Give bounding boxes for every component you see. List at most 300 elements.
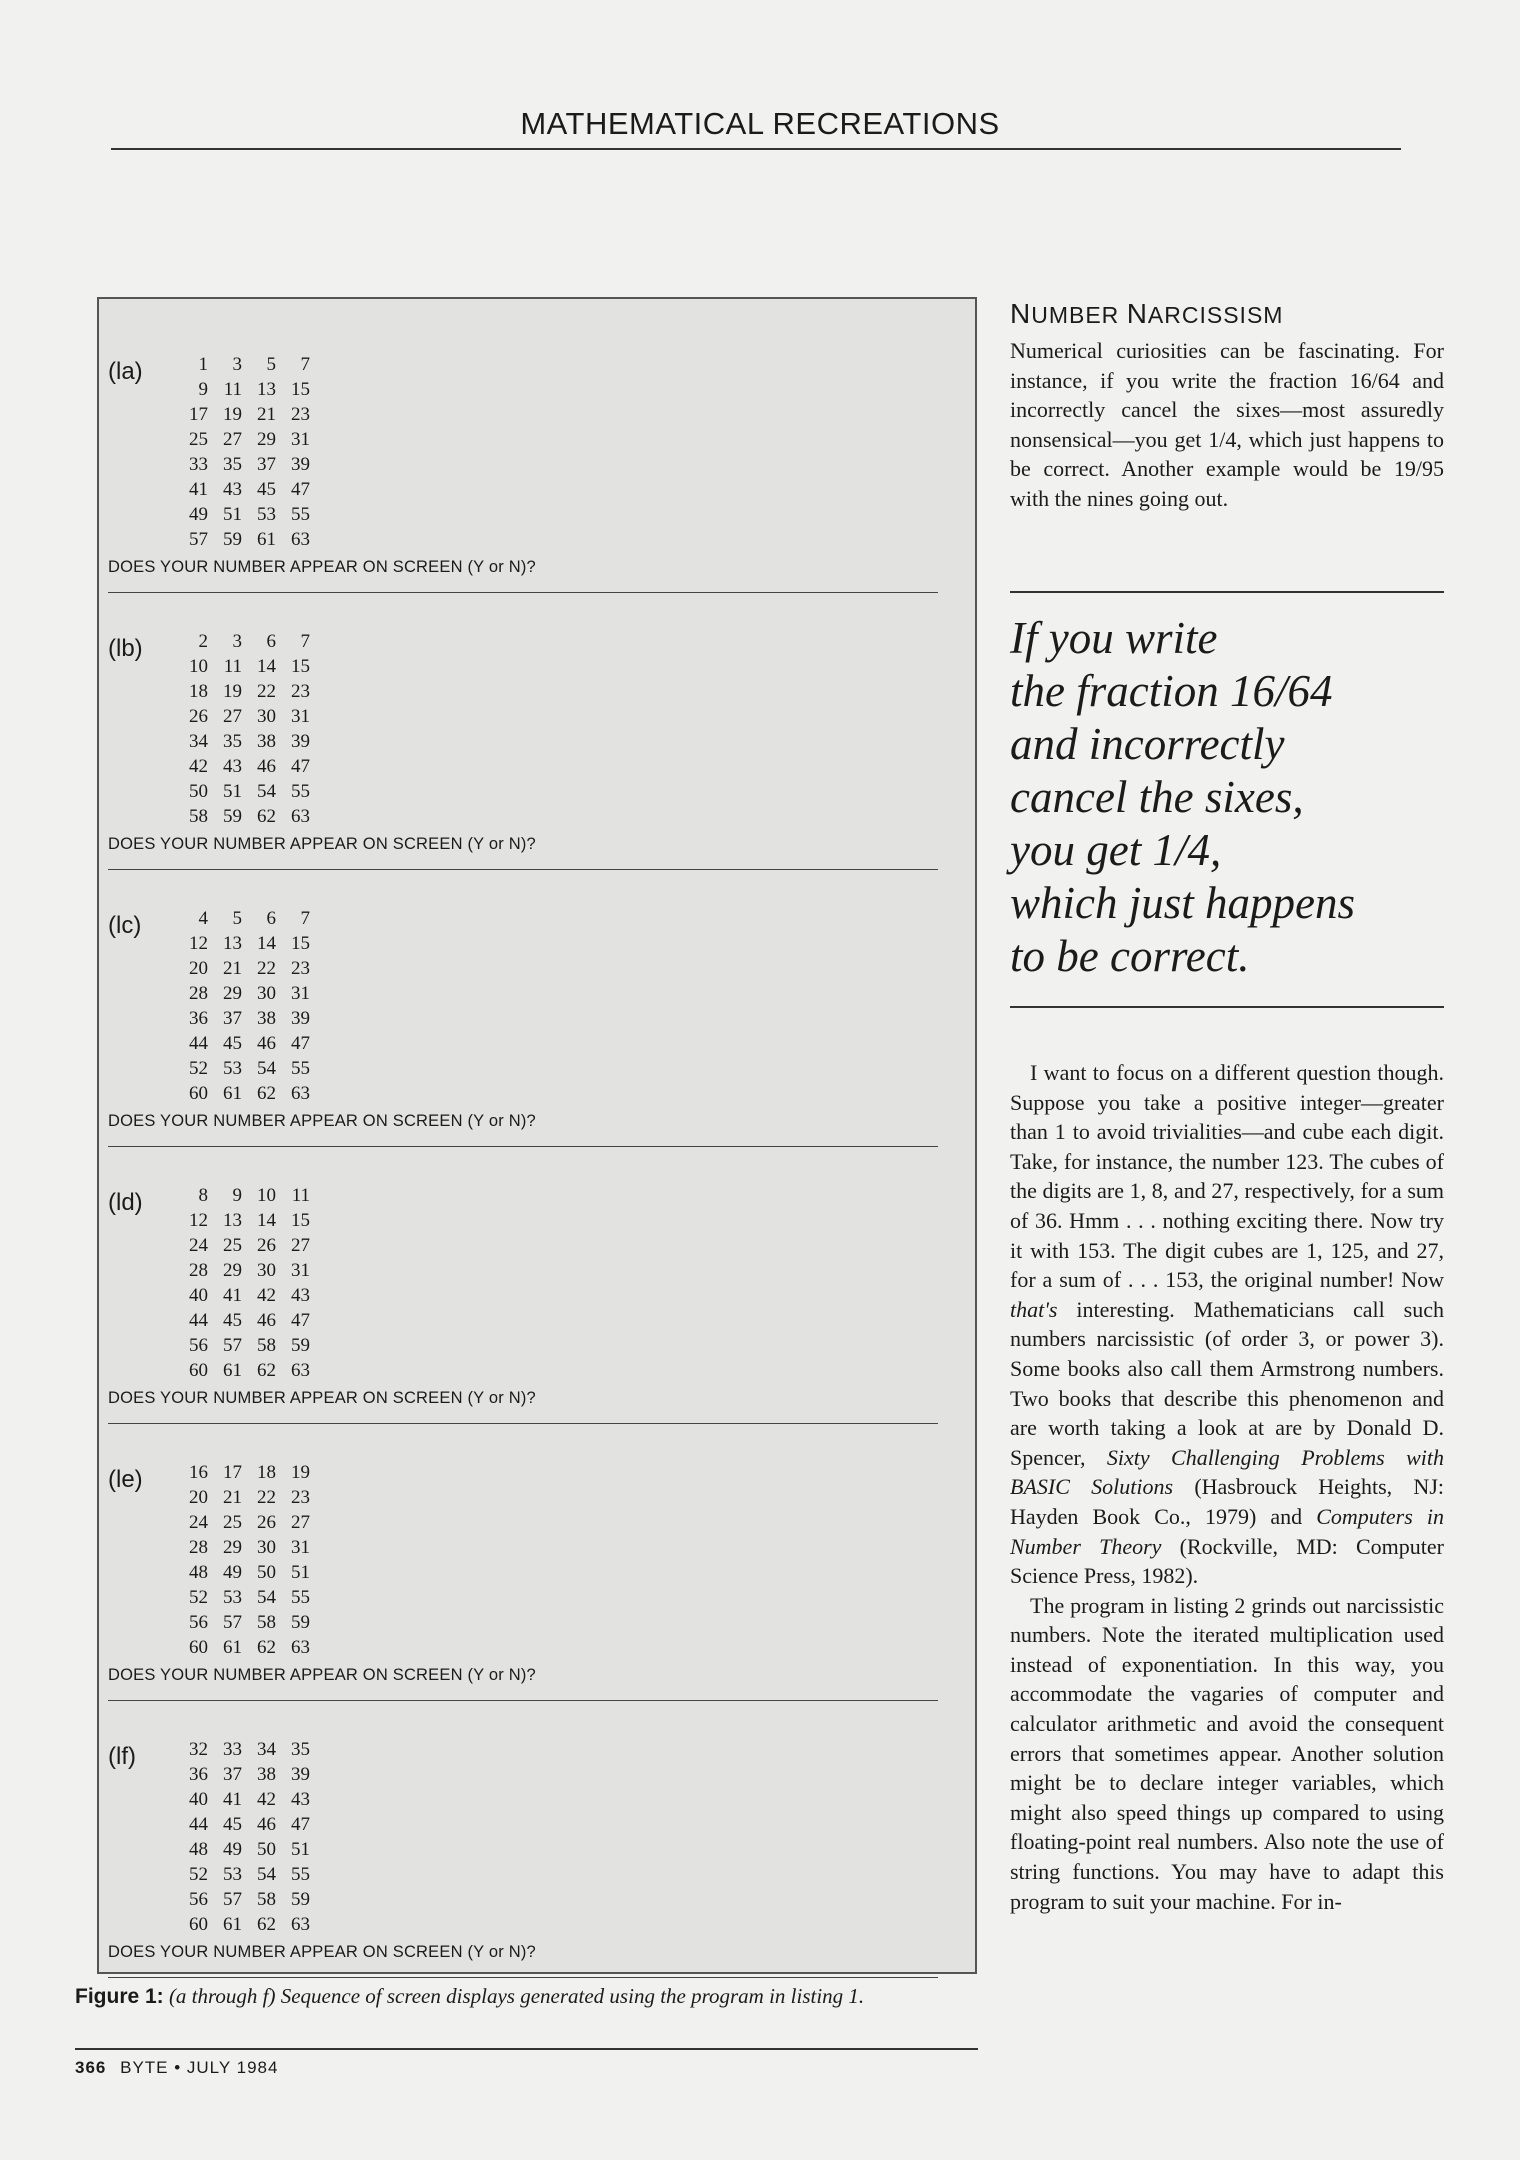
grid-cell: 31 bbox=[291, 1537, 310, 1558]
body-emphasis: that's bbox=[1010, 1296, 1058, 1322]
grid-row bbox=[174, 1006, 310, 1031]
grid-row bbox=[174, 679, 310, 704]
grid-cell: 47 bbox=[291, 479, 310, 500]
screen-question: DOES YOUR NUMBER APPEAR ON SCREEN (Y or N)? bbox=[108, 1943, 536, 1961]
figure-panel bbox=[108, 1149, 938, 1411]
number-grid bbox=[174, 1737, 310, 1937]
grid-cell: 34 bbox=[257, 1739, 276, 1760]
grid-cell: 43 bbox=[223, 756, 242, 777]
grid-cell: 44 bbox=[189, 1310, 208, 1331]
grid-cell: 33 bbox=[189, 454, 208, 475]
grid-cell: 42 bbox=[257, 1789, 276, 1810]
grid-cell: 20 bbox=[189, 958, 208, 979]
grid-row bbox=[174, 1258, 310, 1283]
grid-cell: 59 bbox=[223, 806, 242, 827]
pull-quote-line: the fraction 16/64 bbox=[1010, 666, 1333, 716]
grid-cell: 39 bbox=[291, 731, 310, 752]
grid-cell: 63 bbox=[291, 1360, 310, 1381]
grid-cell: 18 bbox=[189, 681, 208, 702]
grid-cell: 30 bbox=[257, 1537, 276, 1558]
grid-row bbox=[174, 729, 310, 754]
pull-quote-line: to be correct. bbox=[1010, 931, 1250, 981]
grid-cell: 44 bbox=[189, 1814, 208, 1835]
grid-cell: 49 bbox=[223, 1839, 242, 1860]
grid-row bbox=[174, 1460, 310, 1485]
grid-cell: 27 bbox=[223, 706, 242, 727]
grid-cell: 54 bbox=[257, 781, 276, 802]
grid-row bbox=[174, 1333, 310, 1358]
grid-cell: 27 bbox=[291, 1512, 310, 1533]
pull-quote-top-rule bbox=[1010, 591, 1444, 593]
grid-row bbox=[174, 1635, 310, 1660]
grid-cell: 19 bbox=[223, 681, 242, 702]
panel-label: (lf) bbox=[108, 1743, 136, 1770]
figure-caption bbox=[75, 1982, 915, 2011]
grid-cell: 60 bbox=[189, 1637, 208, 1658]
grid-cell: 37 bbox=[257, 454, 276, 475]
grid-row bbox=[174, 1787, 310, 1812]
page-number: 366 bbox=[75, 2058, 107, 2077]
panel-label: (la) bbox=[108, 358, 143, 385]
grid-cell: 35 bbox=[291, 1739, 310, 1760]
grid-cell: 23 bbox=[291, 1487, 310, 1508]
grid-cell: 45 bbox=[223, 1310, 242, 1331]
grid-cell: 58 bbox=[257, 1612, 276, 1633]
grid-cell: 50 bbox=[189, 781, 208, 802]
grid-cell: 62 bbox=[257, 806, 276, 827]
number-grid bbox=[174, 629, 310, 829]
grid-cell: 58 bbox=[189, 806, 208, 827]
grid-row bbox=[174, 1510, 310, 1535]
body-text bbox=[1010, 1058, 1444, 1916]
grid-row bbox=[174, 1812, 310, 1837]
grid-cell: 48 bbox=[189, 1562, 208, 1583]
panel-divider bbox=[108, 1146, 938, 1147]
grid-row bbox=[174, 754, 310, 779]
grid-cell: 28 bbox=[189, 1537, 208, 1558]
grid-cell: 41 bbox=[189, 479, 208, 500]
panel-divider bbox=[108, 869, 938, 870]
caption-rule bbox=[75, 2048, 978, 2050]
grid-cell: 32 bbox=[189, 1739, 208, 1760]
grid-cell: 31 bbox=[291, 983, 310, 1004]
grid-cell: 61 bbox=[223, 1360, 242, 1381]
grid-cell: 12 bbox=[189, 933, 208, 954]
grid-cell: 10 bbox=[189, 656, 208, 677]
grid-row bbox=[174, 1358, 310, 1383]
grid-cell: 13 bbox=[223, 1210, 242, 1231]
pull-quote-line: which just happens bbox=[1010, 878, 1355, 928]
grid-row bbox=[174, 402, 310, 427]
grid-cell: 4 bbox=[198, 908, 208, 929]
grid-row bbox=[174, 654, 310, 679]
grid-cell: 22 bbox=[257, 1487, 276, 1508]
panel-divider bbox=[108, 1423, 938, 1424]
grid-cell: 28 bbox=[189, 983, 208, 1004]
grid-row bbox=[174, 906, 310, 931]
grid-row bbox=[174, 1837, 310, 1862]
grid-cell: 53 bbox=[223, 1864, 242, 1885]
grid-cell: 63 bbox=[291, 1083, 310, 1104]
screen-question: DOES YOUR NUMBER APPEAR ON SCREEN (Y or N)? bbox=[108, 1389, 536, 1407]
body-text-run: (Hasbrouck Heights, NJ: Hayden Book Co., 1979) and bbox=[1010, 1474, 1444, 1529]
grid-cell: 14 bbox=[257, 933, 276, 954]
grid-row bbox=[174, 477, 310, 502]
grid-cell: 26 bbox=[257, 1235, 276, 1256]
grid-cell: 61 bbox=[223, 1637, 242, 1658]
grid-cell: 5 bbox=[232, 908, 242, 929]
grid-cell: 10 bbox=[257, 1185, 276, 1206]
panel-divider bbox=[108, 592, 938, 593]
page-footer bbox=[75, 2058, 278, 2078]
grid-cell: 26 bbox=[189, 706, 208, 727]
grid-cell: 50 bbox=[257, 1562, 276, 1583]
grid-row bbox=[174, 956, 310, 981]
grid-row bbox=[174, 1560, 310, 1585]
grid-cell: 40 bbox=[189, 1789, 208, 1810]
grid-cell: 62 bbox=[257, 1914, 276, 1935]
grid-cell: 29 bbox=[257, 429, 276, 450]
grid-cell: 60 bbox=[189, 1360, 208, 1381]
grid-cell: 9 bbox=[198, 379, 208, 400]
grid-cell: 23 bbox=[291, 681, 310, 702]
grid-cell: 56 bbox=[189, 1889, 208, 1910]
grid-cell: 31 bbox=[291, 1260, 310, 1281]
grid-cell: 35 bbox=[223, 731, 242, 752]
grid-cell: 22 bbox=[257, 681, 276, 702]
grid-cell: 62 bbox=[257, 1637, 276, 1658]
grid-cell: 25 bbox=[189, 429, 208, 450]
grid-cell: 38 bbox=[257, 1764, 276, 1785]
grid-cell: 39 bbox=[291, 1764, 310, 1785]
grid-cell: 60 bbox=[189, 1083, 208, 1104]
screen-question: DOES YOUR NUMBER APPEAR ON SCREEN (Y or N)? bbox=[108, 835, 536, 853]
grid-row bbox=[174, 1912, 310, 1937]
body-text-run: interesting. Mathematicians call such numbers narcissistic (of order 3, or power 3). Some books also call them Armstrong numbers. Two books that describe this phenomenon and are worth taking a look at are by Donald D. Spencer, bbox=[1010, 1296, 1444, 1470]
grid-row bbox=[174, 527, 310, 552]
grid-row bbox=[174, 502, 310, 527]
grid-cell: 60 bbox=[189, 1914, 208, 1935]
grid-row bbox=[174, 1610, 310, 1635]
grid-row bbox=[174, 1485, 310, 1510]
grid-cell: 46 bbox=[257, 1814, 276, 1835]
grid-cell: 50 bbox=[257, 1839, 276, 1860]
grid-cell: 47 bbox=[291, 1814, 310, 1835]
page-header: MATHEMATICAL RECREATIONS bbox=[520, 106, 1000, 141]
grid-cell: 53 bbox=[223, 1587, 242, 1608]
grid-cell: 19 bbox=[291, 1462, 310, 1483]
body-paragraph-2: The program in listing 2 grinds out narcissistic numbers. Note the iterated multiplication used instead of exponentiation. In this way, you accommodate the vagaries of computer and calculator arithmetic and avoid the consequent errors that sometimes appear. Another solution might be to declare integer variables, which might also speed things up compared to using floating-point real numbers. Also note the use of string functions. You may have to adapt this program to suit your machine. For in- bbox=[1010, 1592, 1444, 1914]
figure-panel bbox=[108, 318, 938, 580]
grid-cell: 34 bbox=[189, 731, 208, 752]
grid-cell: 61 bbox=[223, 1083, 242, 1104]
grid-cell: 59 bbox=[291, 1335, 310, 1356]
screen-question: DOES YOUR NUMBER APPEAR ON SCREEN (Y or N)? bbox=[108, 1666, 536, 1684]
grid-row bbox=[174, 1283, 310, 1308]
grid-cell: 43 bbox=[223, 479, 242, 500]
grid-cell: 41 bbox=[223, 1789, 242, 1810]
grid-cell: 31 bbox=[291, 429, 310, 450]
issue-line: BYTE • JULY 1984 bbox=[120, 2058, 279, 2077]
grid-cell: 15 bbox=[291, 379, 310, 400]
grid-row bbox=[174, 452, 310, 477]
number-grid bbox=[174, 1460, 310, 1660]
grid-row bbox=[174, 352, 310, 377]
grid-cell: 3 bbox=[232, 631, 242, 652]
panel-divider bbox=[108, 1977, 938, 1978]
grid-cell: 52 bbox=[189, 1864, 208, 1885]
grid-cell: 29 bbox=[223, 1537, 242, 1558]
number-grid bbox=[174, 352, 310, 552]
grid-cell: 63 bbox=[291, 1637, 310, 1658]
grid-cell: 33 bbox=[223, 1739, 242, 1760]
grid-cell: 59 bbox=[223, 529, 242, 550]
grid-row bbox=[174, 1208, 310, 1233]
grid-cell: 49 bbox=[223, 1562, 242, 1583]
grid-cell: 55 bbox=[291, 504, 310, 525]
grid-cell: 17 bbox=[189, 404, 208, 425]
grid-cell: 21 bbox=[257, 404, 276, 425]
grid-row bbox=[174, 377, 310, 402]
grid-cell: 27 bbox=[223, 429, 242, 450]
grid-cell: 15 bbox=[291, 1210, 310, 1231]
grid-cell: 13 bbox=[223, 933, 242, 954]
grid-cell: 25 bbox=[223, 1512, 242, 1533]
grid-cell: 59 bbox=[291, 1612, 310, 1633]
section-title-part: UMBER bbox=[1031, 302, 1127, 328]
grid-cell: 43 bbox=[291, 1285, 310, 1306]
grid-cell: 8 bbox=[198, 1185, 208, 1206]
grid-cell: 24 bbox=[189, 1235, 208, 1256]
grid-row bbox=[174, 1233, 310, 1258]
grid-row bbox=[174, 1887, 310, 1912]
grid-cell: 29 bbox=[223, 1260, 242, 1281]
grid-cell: 37 bbox=[223, 1008, 242, 1029]
grid-cell: 24 bbox=[189, 1512, 208, 1533]
grid-cell: 63 bbox=[291, 1914, 310, 1935]
grid-cell: 9 bbox=[232, 1185, 242, 1206]
grid-cell: 22 bbox=[257, 958, 276, 979]
grid-cell: 11 bbox=[291, 1185, 310, 1206]
grid-row bbox=[174, 1535, 310, 1560]
grid-cell: 7 bbox=[300, 631, 310, 652]
section-title-initial: N bbox=[1010, 298, 1032, 329]
grid-cell: 42 bbox=[189, 756, 208, 777]
grid-cell: 46 bbox=[257, 756, 276, 777]
grid-cell: 45 bbox=[223, 1814, 242, 1835]
grid-cell: 39 bbox=[291, 1008, 310, 1029]
grid-cell: 5 bbox=[266, 354, 276, 375]
grid-cell: 43 bbox=[291, 1789, 310, 1810]
grid-cell: 62 bbox=[257, 1083, 276, 1104]
grid-row bbox=[174, 1183, 310, 1208]
grid-cell: 38 bbox=[257, 1008, 276, 1029]
grid-cell: 31 bbox=[291, 706, 310, 727]
intro-text bbox=[1010, 336, 1444, 514]
section-title-part-2: ARCISSISM bbox=[1147, 302, 1284, 328]
grid-cell: 47 bbox=[291, 1310, 310, 1331]
grid-cell: 23 bbox=[291, 404, 310, 425]
grid-row bbox=[174, 779, 310, 804]
grid-cell: 55 bbox=[291, 1587, 310, 1608]
intro-paragraph: Numerical curiosities can be fascinating. For instance, if you write the fraction 16/64 and incorrectly cancel the sixes—most assuredly nonsensical—you get 1/4, which just happens to be correct. Another example would be 19/95 with the nines going out. bbox=[1010, 338, 1444, 511]
grid-cell: 45 bbox=[257, 479, 276, 500]
grid-cell: 47 bbox=[291, 1033, 310, 1054]
grid-cell: 55 bbox=[291, 1864, 310, 1885]
grid-cell: 52 bbox=[189, 1058, 208, 1079]
grid-cell: 63 bbox=[291, 529, 310, 550]
grid-cell: 3 bbox=[232, 354, 242, 375]
grid-cell: 46 bbox=[257, 1033, 276, 1054]
grid-row bbox=[174, 1585, 310, 1610]
pull-quote-line: you get 1/4, bbox=[1010, 825, 1222, 875]
grid-cell: 47 bbox=[291, 756, 310, 777]
caption-label: Figure 1: bbox=[75, 1985, 164, 2008]
grid-cell: 48 bbox=[189, 1839, 208, 1860]
grid-cell: 49 bbox=[189, 504, 208, 525]
grid-row bbox=[174, 629, 310, 654]
grid-cell: 44 bbox=[189, 1033, 208, 1054]
grid-cell: 57 bbox=[189, 529, 208, 550]
grid-cell: 30 bbox=[257, 983, 276, 1004]
grid-cell: 56 bbox=[189, 1335, 208, 1356]
grid-cell: 53 bbox=[223, 1058, 242, 1079]
grid-cell: 51 bbox=[291, 1839, 310, 1860]
grid-cell: 23 bbox=[291, 958, 310, 979]
grid-cell: 19 bbox=[223, 404, 242, 425]
grid-cell: 14 bbox=[257, 1210, 276, 1231]
grid-cell: 35 bbox=[223, 454, 242, 475]
grid-cell: 55 bbox=[291, 1058, 310, 1079]
panel-label: (lc) bbox=[108, 912, 142, 939]
panel-divider bbox=[108, 1700, 938, 1701]
caption-text: (a through f) Sequence of screen displays generated using the program in listing 1. bbox=[168, 1984, 865, 2008]
grid-cell: 51 bbox=[223, 781, 242, 802]
grid-cell: 26 bbox=[257, 1512, 276, 1533]
grid-cell: 45 bbox=[223, 1033, 242, 1054]
body-text-run: (Rockville, MD: Computer Science Press, 1982). bbox=[1010, 1533, 1444, 1589]
book-title-2: Computers in Number Theory bbox=[1010, 1503, 1444, 1559]
figure-panel bbox=[108, 872, 938, 1134]
grid-cell: 46 bbox=[257, 1310, 276, 1331]
grid-cell: 63 bbox=[291, 806, 310, 827]
grid-row bbox=[174, 804, 310, 829]
pull-quote-bottom-rule bbox=[1010, 1006, 1444, 1008]
body-paragraph-1 bbox=[1010, 1058, 1444, 1591]
pull-quote-line: If you write bbox=[1010, 613, 1218, 663]
grid-cell: 30 bbox=[257, 1260, 276, 1281]
grid-cell: 62 bbox=[257, 1360, 276, 1381]
grid-cell: 42 bbox=[257, 1285, 276, 1306]
grid-cell: 58 bbox=[257, 1335, 276, 1356]
figure-panel bbox=[108, 1703, 938, 1965]
section-title bbox=[1010, 298, 1283, 330]
grid-row bbox=[174, 1081, 310, 1106]
number-grid bbox=[174, 1183, 310, 1383]
section-title-initial-2: N bbox=[1126, 298, 1148, 329]
grid-cell: 29 bbox=[223, 983, 242, 1004]
grid-cell: 52 bbox=[189, 1587, 208, 1608]
grid-cell: 17 bbox=[223, 1462, 242, 1483]
grid-cell: 18 bbox=[257, 1462, 276, 1483]
grid-cell: 28 bbox=[189, 1260, 208, 1281]
grid-cell: 16 bbox=[189, 1462, 208, 1483]
grid-cell: 21 bbox=[223, 958, 242, 979]
grid-cell: 30 bbox=[257, 706, 276, 727]
number-grid bbox=[174, 906, 310, 1106]
grid-cell: 54 bbox=[257, 1587, 276, 1608]
grid-cell: 13 bbox=[257, 379, 276, 400]
pull-quote-line: and incorrectly bbox=[1010, 719, 1285, 769]
grid-cell: 54 bbox=[257, 1864, 276, 1885]
book-title-1: Sixty Challenging Problems with BASIC Solutions bbox=[1010, 1444, 1444, 1500]
grid-cell: 57 bbox=[223, 1612, 242, 1633]
pull-quote bbox=[1010, 612, 1444, 983]
grid-cell: 36 bbox=[189, 1764, 208, 1785]
pull-quote-line: cancel the sixes, bbox=[1010, 772, 1304, 822]
grid-cell: 27 bbox=[291, 1235, 310, 1256]
grid-cell: 53 bbox=[257, 504, 276, 525]
grid-cell: 36 bbox=[189, 1008, 208, 1029]
grid-cell: 15 bbox=[291, 933, 310, 954]
panel-label: (le) bbox=[108, 1466, 143, 1493]
grid-cell: 61 bbox=[223, 1914, 242, 1935]
panel-label: (ld) bbox=[108, 1189, 143, 1216]
grid-cell: 2 bbox=[198, 631, 208, 652]
grid-cell: 51 bbox=[291, 1562, 310, 1583]
grid-cell: 1 bbox=[198, 354, 208, 375]
figure-panel bbox=[108, 1426, 938, 1688]
grid-cell: 59 bbox=[291, 1889, 310, 1910]
grid-row bbox=[174, 1056, 310, 1081]
grid-cell: 51 bbox=[223, 504, 242, 525]
grid-cell: 40 bbox=[189, 1285, 208, 1306]
grid-cell: 11 bbox=[223, 656, 242, 677]
grid-cell: 11 bbox=[223, 379, 242, 400]
grid-cell: 57 bbox=[223, 1335, 242, 1356]
grid-row bbox=[174, 1762, 310, 1787]
grid-row bbox=[174, 1031, 310, 1056]
grid-cell: 7 bbox=[300, 908, 310, 929]
grid-cell: 41 bbox=[223, 1285, 242, 1306]
grid-row bbox=[174, 1862, 310, 1887]
grid-row bbox=[174, 1737, 310, 1762]
body-text-run: I want to focus on a different question though. Suppose you take a positive integer—greater than 1 to avoid trivialities—and cube each digit. Take, for instance, the number 123. The cubes of the digits are 1, 8, and 27, respectively, for a sum of 36. Hmm . . . nothing exciting there. Now try it with 153. The digit cubes are 1, 125, and 27, for a sum of . . . 153, the original number! Now bbox=[1010, 1060, 1444, 1293]
grid-row bbox=[174, 427, 310, 452]
grid-cell: 58 bbox=[257, 1889, 276, 1910]
grid-cell: 21 bbox=[223, 1487, 242, 1508]
grid-cell: 39 bbox=[291, 454, 310, 475]
panel-label: (lb) bbox=[108, 635, 143, 662]
grid-row bbox=[174, 1308, 310, 1333]
grid-cell: 38 bbox=[257, 731, 276, 752]
grid-cell: 37 bbox=[223, 1764, 242, 1785]
grid-cell: 20 bbox=[189, 1487, 208, 1508]
grid-cell: 15 bbox=[291, 656, 310, 677]
grid-row bbox=[174, 931, 310, 956]
grid-cell: 54 bbox=[257, 1058, 276, 1079]
grid-cell: 57 bbox=[223, 1889, 242, 1910]
screen-question: DOES YOUR NUMBER APPEAR ON SCREEN (Y or N)? bbox=[108, 1112, 536, 1130]
grid-cell: 6 bbox=[266, 631, 276, 652]
grid-row bbox=[174, 981, 310, 1006]
screen-question: DOES YOUR NUMBER APPEAR ON SCREEN (Y or N)? bbox=[108, 558, 536, 576]
grid-cell: 6 bbox=[266, 908, 276, 929]
grid-cell: 56 bbox=[189, 1612, 208, 1633]
grid-cell: 61 bbox=[257, 529, 276, 550]
grid-row bbox=[174, 704, 310, 729]
grid-cell: 14 bbox=[257, 656, 276, 677]
